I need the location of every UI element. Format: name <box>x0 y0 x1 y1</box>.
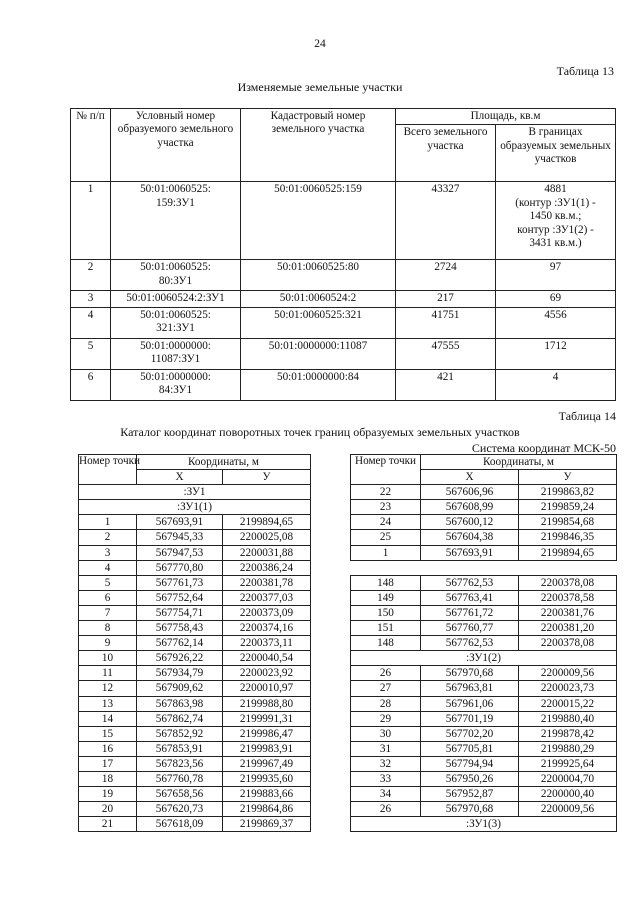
cadastral-number: 50:01:0060525:321 <box>241 307 396 338</box>
header-area-total: Всего земельного участка <box>396 125 496 182</box>
header-x: X <box>137 470 223 485</box>
coord-y: 2200015,22 <box>519 696 617 711</box>
header-y: У <box>223 470 311 485</box>
coord-y: 2200381,20 <box>519 621 617 636</box>
point-number: 1 <box>79 515 137 530</box>
point-number: 17 <box>79 756 137 771</box>
point-number: 16 <box>79 741 137 756</box>
section-label: :ЗУ1(2) <box>351 651 617 666</box>
table-row <box>79 681 311 696</box>
cadastral-number: 50:01:0000000:84 <box>241 369 396 400</box>
coord-x: 567862,74 <box>137 711 223 726</box>
coord-y: 2200010,97 <box>223 681 311 696</box>
table14-label: Таблица 14 <box>558 409 616 423</box>
coord-x: 567760,78 <box>137 771 223 786</box>
coord-x: 567823,56 <box>137 756 223 771</box>
point-number: 151 <box>351 621 421 636</box>
row-number: 6 <box>71 369 111 400</box>
point-number: 2 <box>79 530 137 545</box>
area-total: 47555 <box>396 338 496 369</box>
coord-x: 567950,26 <box>421 771 519 786</box>
table-row <box>79 590 311 605</box>
coord-y: 2200025,08 <box>223 530 311 545</box>
coord-x: 567934,79 <box>137 666 223 681</box>
coord-x: 567945,33 <box>137 530 223 545</box>
coord-x: 567794,94 <box>421 756 519 771</box>
coord-y: 2199991,31 <box>223 711 311 726</box>
coord-y: 2199880,29 <box>519 741 617 756</box>
table-row <box>79 560 311 575</box>
header-area: Площадь, кв.м <box>396 109 616 125</box>
table-row <box>79 545 311 560</box>
point-number: 19 <box>79 787 137 802</box>
separator-row <box>351 560 617 575</box>
header-cadastral-number: Кадастровый номер земельного участка <box>241 109 396 182</box>
table-row <box>71 291 616 307</box>
coord-y: 2199864,86 <box>223 802 311 817</box>
point-number: 34 <box>351 787 421 802</box>
table-row <box>79 575 311 590</box>
conditional-number: 50:01:0060525: 321:ЗУ1 <box>111 307 241 338</box>
coord-x: 567752,64 <box>137 590 223 605</box>
coordinates-table-right <box>350 454 617 832</box>
table-row <box>79 636 311 651</box>
coord-x: 567701,19 <box>421 711 519 726</box>
coord-y: 2199863,82 <box>519 485 617 500</box>
table-row <box>71 338 616 369</box>
table-row <box>71 182 616 260</box>
coord-y: 2200374,16 <box>223 621 311 636</box>
coord-y: 2199967,49 <box>223 756 311 771</box>
table-row <box>351 787 617 802</box>
table-row <box>71 260 616 291</box>
conditional-number: 50:01:0000000: 84:ЗУ1 <box>111 369 241 400</box>
coord-y: 2200378,08 <box>519 575 617 590</box>
coord-x: 567608,99 <box>421 500 519 515</box>
coord-y: 2200000,40 <box>519 787 617 802</box>
point-number: 149 <box>351 590 421 605</box>
coord-y: 2199894,65 <box>519 545 617 560</box>
point-number: 8 <box>79 621 137 636</box>
coord-x: 567693,91 <box>421 545 519 560</box>
table-row <box>79 696 311 711</box>
coord-y: 2200377,03 <box>223 590 311 605</box>
point-number: 4 <box>79 560 137 575</box>
table-row <box>351 711 617 726</box>
coord-y: 2200373,11 <box>223 636 311 651</box>
row-number: 2 <box>71 260 111 291</box>
point-number: 23 <box>351 500 421 515</box>
point-number: 25 <box>351 530 421 545</box>
table13-title: Изменяемые земельные участки <box>237 80 403 94</box>
conditional-number: 50:01:0060525: 80:ЗУ1 <box>111 260 241 291</box>
section-label: :ЗУ1 <box>79 485 311 500</box>
point-number: 10 <box>79 651 137 666</box>
section-row <box>79 485 311 500</box>
table-row <box>79 711 311 726</box>
point-number: 9 <box>79 636 137 651</box>
coord-y: 2199846,35 <box>519 530 617 545</box>
point-number: 29 <box>351 711 421 726</box>
area-total: 43327 <box>396 182 496 260</box>
coord-x: 567963,81 <box>421 681 519 696</box>
coord-x: 567618,09 <box>137 817 223 832</box>
point-number: 26 <box>351 666 421 681</box>
table-row <box>351 726 617 741</box>
point-number: 32 <box>351 756 421 771</box>
table-row <box>351 530 617 545</box>
coord-y: 2199894,65 <box>223 515 311 530</box>
coord-x: 567852,92 <box>137 726 223 741</box>
point-number: 24 <box>351 515 421 530</box>
table-row <box>351 515 617 530</box>
coord-y: 2200009,56 <box>519 802 617 817</box>
coord-x: 567762,14 <box>137 636 223 651</box>
area-within: 97 <box>496 260 616 291</box>
point-number: 13 <box>79 696 137 711</box>
table-row <box>351 666 617 681</box>
table-row <box>79 651 311 666</box>
table-row <box>351 621 617 636</box>
table-row <box>79 666 311 681</box>
coord-y: 2199925,64 <box>519 756 617 771</box>
table-row <box>351 696 617 711</box>
coord-y: 2199880,40 <box>519 711 617 726</box>
coord-x: 567606,96 <box>421 485 519 500</box>
area-total: 421 <box>396 369 496 400</box>
point-number: 1 <box>351 545 421 560</box>
area-total: 2724 <box>396 260 496 291</box>
point-number: 7 <box>79 605 137 620</box>
table-row <box>351 575 617 590</box>
coord-y: 2199859,24 <box>519 500 617 515</box>
coord-y: 2200386,24 <box>223 560 311 575</box>
coord-y: 2200381,78 <box>223 575 311 590</box>
header-coordinates: Координаты, м <box>421 455 617 470</box>
coordinate-system: Система координат МСК-50 <box>471 441 616 455</box>
point-number: 148 <box>351 636 421 651</box>
point-number: 12 <box>79 681 137 696</box>
point-number: 31 <box>351 741 421 756</box>
area-total: 41751 <box>396 307 496 338</box>
table14-title: Каталог координат поворотных точек границ образуемых земельных участков <box>120 425 520 439</box>
point-number: 28 <box>351 696 421 711</box>
point-number: 148 <box>351 575 421 590</box>
section-row <box>79 500 311 515</box>
header-point-number: Номер точки <box>79 455 137 485</box>
coord-x: 567705,81 <box>421 741 519 756</box>
coord-x: 567693,91 <box>137 515 223 530</box>
coord-y: 2200031,88 <box>223 545 311 560</box>
coord-x: 567600,12 <box>421 515 519 530</box>
separator-cell <box>351 560 617 575</box>
coord-x: 567770,80 <box>137 560 223 575</box>
coord-y: 2200373,09 <box>223 605 311 620</box>
cadastral-number: 50:01:0060525:159 <box>241 182 396 260</box>
coord-y: 2199883,66 <box>223 787 311 802</box>
table-row <box>351 605 617 620</box>
coord-x: 567762,53 <box>421 636 519 651</box>
coord-x: 567620,73 <box>137 802 223 817</box>
coord-x: 567760,77 <box>421 621 519 636</box>
table-row <box>71 369 616 400</box>
point-number: 11 <box>79 666 137 681</box>
section-label: :ЗУ1(1) <box>79 500 311 515</box>
coord-x: 567961,06 <box>421 696 519 711</box>
coord-x: 567853,91 <box>137 741 223 756</box>
table-row <box>79 726 311 741</box>
table-row <box>351 545 617 560</box>
area-within: 4881 (контур :ЗУ1(1) - 1450 кв.м.; контур :ЗУ1(2) - 3431 кв.м.) <box>496 182 616 260</box>
table-row <box>351 590 617 605</box>
coordinates-table-left <box>78 454 311 832</box>
row-number: 5 <box>71 338 111 369</box>
table-row <box>79 515 311 530</box>
header-point-number: Номер точки <box>351 455 421 485</box>
coord-x: 567758,43 <box>137 621 223 636</box>
coord-y: 2199869,37 <box>223 817 311 832</box>
table-row <box>351 500 617 515</box>
cadastral-number: 50:01:0060525:80 <box>241 260 396 291</box>
point-number: 15 <box>79 726 137 741</box>
table-row <box>79 802 311 817</box>
area-within: 4556 <box>496 307 616 338</box>
coord-x: 567947,53 <box>137 545 223 560</box>
point-number: 3 <box>79 545 137 560</box>
coord-y: 2200004,70 <box>519 771 617 786</box>
header-area-within: В границах образуемых земельных участков <box>496 125 616 182</box>
header-y: У <box>519 470 617 485</box>
table-row <box>351 741 617 756</box>
coord-x: 567658,56 <box>137 787 223 802</box>
page-number: 24 <box>314 38 326 50</box>
cadastral-number: 50:01:0000000:11087 <box>241 338 396 369</box>
coord-x: 567952,87 <box>421 787 519 802</box>
coord-x: 567761,73 <box>137 575 223 590</box>
point-number: 27 <box>351 681 421 696</box>
table-row <box>79 530 311 545</box>
coord-y: 2199878,42 <box>519 726 617 741</box>
table-row <box>79 605 311 620</box>
area-within: 69 <box>496 291 616 307</box>
header-x: X <box>421 470 519 485</box>
point-number: 14 <box>79 711 137 726</box>
point-number: 5 <box>79 575 137 590</box>
row-number: 3 <box>71 291 111 307</box>
coord-x: 567863,98 <box>137 696 223 711</box>
coord-x: 567702,20 <box>421 726 519 741</box>
row-number: 4 <box>71 307 111 338</box>
table13-label: Таблица 13 <box>556 64 614 78</box>
coord-x: 567761,72 <box>421 605 519 620</box>
header-coordinates: Координаты, м <box>137 455 311 470</box>
coord-y: 2199935,60 <box>223 771 311 786</box>
table-row <box>79 741 311 756</box>
coord-y: 2200023,73 <box>519 681 617 696</box>
coord-x: 567909,62 <box>137 681 223 696</box>
table-row <box>79 817 311 832</box>
header-num: № п/п <box>71 109 111 182</box>
table-row <box>79 787 311 802</box>
point-number: 22 <box>351 485 421 500</box>
conditional-number: 50:01:0060525: 159:ЗУ1 <box>111 182 241 260</box>
point-number: 21 <box>79 817 137 832</box>
coord-y: 2199986,47 <box>223 726 311 741</box>
coord-y: 2200378,58 <box>519 590 617 605</box>
coord-y: 2200381,76 <box>519 605 617 620</box>
section-row <box>351 817 617 832</box>
table-row <box>351 771 617 786</box>
cadastral-number: 50:01:0060524:2 <box>241 291 396 307</box>
coord-x: 567926,22 <box>137 651 223 666</box>
coord-y: 2199988,80 <box>223 696 311 711</box>
coord-y: 2200023,92 <box>223 666 311 681</box>
table-row <box>351 681 617 696</box>
table-row <box>351 802 617 817</box>
coord-x: 567970,68 <box>421 666 519 681</box>
area-within: 1712 <box>496 338 616 369</box>
header-conditional-number: Условный номер образуемого земельного участка <box>111 109 241 182</box>
coord-x: 567970,68 <box>421 802 519 817</box>
point-number: 6 <box>79 590 137 605</box>
area-total: 217 <box>396 291 496 307</box>
section-row <box>351 651 617 666</box>
coord-y: 2200378,08 <box>519 636 617 651</box>
coord-y: 2199983,91 <box>223 741 311 756</box>
coord-y: 2200009,56 <box>519 666 617 681</box>
point-number: 150 <box>351 605 421 620</box>
coord-x: 567604,38 <box>421 530 519 545</box>
coord-y: 2199854,68 <box>519 515 617 530</box>
coord-x: 567763,41 <box>421 590 519 605</box>
table-row <box>351 485 617 500</box>
table-row <box>71 307 616 338</box>
table-row <box>79 771 311 786</box>
table-row <box>351 756 617 771</box>
table-row <box>79 621 311 636</box>
point-number: 30 <box>351 726 421 741</box>
section-label: :ЗУ1(3) <box>351 817 617 832</box>
coord-x: 567762,53 <box>421 575 519 590</box>
modified-plots-table <box>70 108 616 401</box>
area-within: 4 <box>496 369 616 400</box>
point-number: 18 <box>79 771 137 786</box>
coord-x: 567754,71 <box>137 605 223 620</box>
coord-y: 2200040,54 <box>223 651 311 666</box>
point-number: 20 <box>79 802 137 817</box>
table-row <box>79 756 311 771</box>
conditional-number: 50:01:0060524:2:ЗУ1 <box>111 291 241 307</box>
point-number: 33 <box>351 771 421 786</box>
conditional-number: 50:01:0000000: 11087:ЗУ1 <box>111 338 241 369</box>
table-row <box>351 636 617 651</box>
point-number: 26 <box>351 802 421 817</box>
row-number: 1 <box>71 182 111 260</box>
